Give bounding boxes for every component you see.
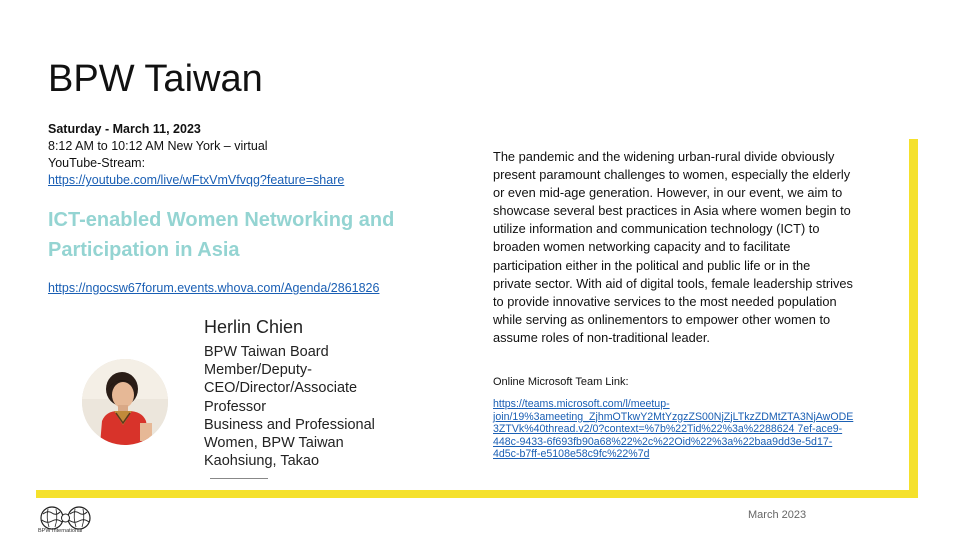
- agenda-link[interactable]: https://ngocsw67forum.events.whova.com/Agenda/2861826: [48, 281, 380, 295]
- teams-link-label: Online Microsoft Team Link:: [493, 376, 629, 388]
- speaker-role-line: Kaohsiung, Takao: [204, 453, 320, 470]
- description-line: broaden women networking capacity and to facilitate: [493, 239, 791, 255]
- speaker-roles: [204, 343, 404, 470]
- description-line: participation either in the political and public life or in the: [493, 257, 811, 273]
- accent-bar-vertical: [909, 139, 918, 498]
- teams-link-line[interactable]: https://teams.microsoft.com/l/meetup-: [493, 398, 670, 410]
- speaker-role-line: Women, BPW Taiwan: [204, 435, 344, 452]
- accent-bar-horizontal: [36, 490, 918, 498]
- logo-caption: BPW International: [38, 528, 83, 534]
- slide-title: BPW Taiwan: [48, 58, 263, 100]
- description-line: present paramount challenges to women, especially the elderly: [493, 167, 851, 183]
- divider: [210, 478, 268, 479]
- description-line: utilize information and communication technology (ICT) to: [493, 221, 820, 237]
- event-date: Saturday - March 11, 2023: [48, 122, 201, 136]
- speaker-photo: [82, 359, 168, 445]
- event-title: ICT-enabled Women Networking and Participation in Asia: [48, 209, 395, 261]
- youtube-stream-link[interactable]: https://youtube.com/live/wFtxVmVfvqg?feature=share: [48, 173, 345, 187]
- description-line: private sector. With aid of digital tools, female leadership strives: [493, 275, 853, 291]
- teams-link-line[interactable]: 4d5c-b7ff-e5108e58c9fc%22%7d: [493, 448, 650, 461]
- speaker-role-line: Member/Deputy-: [204, 362, 312, 379]
- speaker-name: Herlin Chien: [204, 317, 304, 337]
- description-line: or even mid-age generation. However, in our event, we aim to: [493, 185, 843, 201]
- event-time: 8:12 AM to 10:12 AM New York – virtual: [48, 139, 268, 153]
- description-line: The pandemic and the widening urban-rural divide obviously: [493, 149, 835, 164]
- speaker-role-line: Business and Professional: [204, 416, 375, 433]
- footer-date: March 2023: [748, 509, 807, 521]
- teams-link-line[interactable]: 448c-9433-6f693fb90a68%22%2c%22Oid%22%3a%22baa9dd3e-5d17-: [493, 435, 833, 448]
- teams-link-line[interactable]: 3ZTVk%40thread.v2/0?context=%7b%22Tid%22%3a%2288624 7ef-ace9-: [493, 423, 843, 436]
- event-description: [493, 148, 893, 347]
- description-line: to provide innovative services to the most needed population: [493, 293, 837, 309]
- speaker-photo-illustration: [82, 359, 168, 445]
- description-line: showcase several best practices in Asia where women begin to: [493, 203, 851, 219]
- speaker-role-line: Professor: [204, 398, 267, 415]
- speaker-role-line: BPW Taiwan Board: [204, 344, 329, 360]
- description-line: while serving as onlinementors to empower other women to: [493, 311, 831, 327]
- teams-link-line[interactable]: join/19%3ameeting_ZjhmOTkwY2MtYzgzZS00NjZjLTkzZDMtZTA3NjAwODE: [493, 410, 854, 423]
- teams-meeting-link[interactable]: [493, 398, 893, 461]
- speaker-role-line: CEO/Director/Associate: [204, 380, 358, 397]
- stream-label: YouTube-Stream:: [48, 156, 146, 170]
- description-line: assume roles of non-traditional leader.: [493, 329, 710, 345]
